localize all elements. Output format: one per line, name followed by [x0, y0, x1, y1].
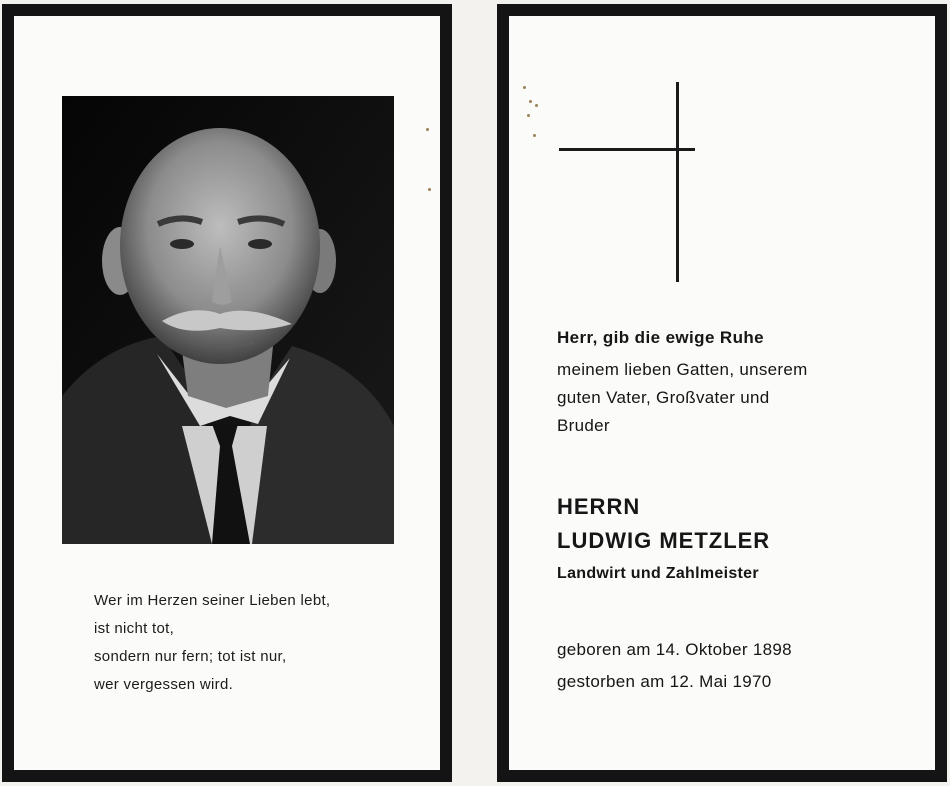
- prayer-line: guten Vater, Großvater und: [557, 388, 770, 407]
- life-dates: [557, 634, 937, 698]
- prayer-line: Bruder: [557, 416, 610, 435]
- salutation: HERRN: [557, 494, 641, 519]
- poem-line: Wer im Herzen seiner Lieben lebt,: [94, 592, 331, 609]
- cross-icon: [559, 82, 699, 282]
- deceased-name: LUDWIG METZLER: [557, 528, 771, 553]
- occupation: Landwirt und Zahlmeister: [557, 565, 759, 582]
- portrait-photo: [62, 96, 394, 544]
- memorial-card-left: [2, 4, 452, 782]
- prayer-text: [557, 356, 937, 440]
- prayer-title: Herr, gib die ewige Ruhe: [557, 328, 765, 347]
- prayer-line: meinem lieben Gatten, unserem: [557, 360, 808, 379]
- death-date: gestorben am 12. Mai 1970: [557, 672, 772, 691]
- poem-line: ist nicht tot,: [94, 620, 175, 637]
- deceased-name-block: [557, 490, 937, 558]
- portrait-illustration: [62, 96, 394, 544]
- poem-line: sondern nur fern; tot ist nur,: [94, 648, 287, 665]
- memorial-card-right: [497, 4, 947, 782]
- birth-date: geboren am 14. Oktober 1898: [557, 640, 792, 659]
- poem-line: wer vergessen wird.: [94, 676, 234, 693]
- memorial-poem: [94, 587, 414, 699]
